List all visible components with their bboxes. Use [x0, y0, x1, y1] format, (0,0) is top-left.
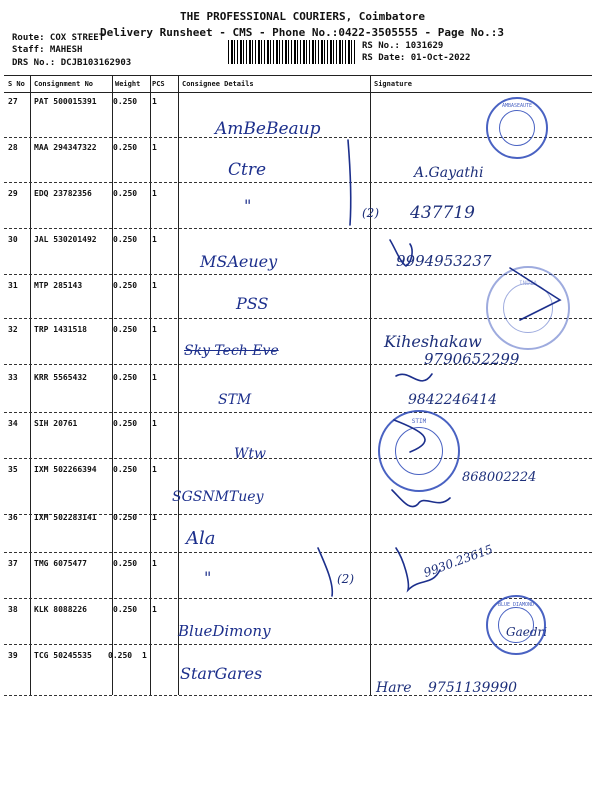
- row-consignment: MTP 285143: [34, 281, 83, 290]
- row-consignment: IXM 502283141: [34, 513, 97, 522]
- signature-phone: 437719: [410, 203, 475, 223]
- row-weight: 0.250: [113, 419, 138, 428]
- row-consignee: Sky Tech Eve: [184, 343, 279, 359]
- row-consignment: TRP 1431518: [34, 325, 87, 334]
- row-weight: 0.250: [113, 97, 138, 106]
- row-consignment: TCG 50245535: [34, 651, 92, 660]
- signature-phone: 868002224: [462, 470, 537, 485]
- document-subtitle: Delivery Runsheet - CMS - Phone No.:0422-3505555 - Page No.:3: [100, 26, 504, 39]
- column-header-weight: Weight: [115, 80, 141, 88]
- row-weight: 0.250: [113, 373, 138, 382]
- signature-scribble: [394, 420, 425, 452]
- row-sno: 34: [8, 419, 18, 428]
- signature-scribble: [510, 268, 560, 320]
- row-consignment: TMG 6075477: [34, 559, 87, 568]
- column-header-pcs: PCS: [152, 80, 165, 88]
- row-weight: 0.250: [113, 325, 138, 334]
- row-consignee: MSAeuey: [200, 252, 278, 271]
- row-sno: 35: [8, 465, 18, 474]
- row-weight: 0.250: [108, 651, 133, 660]
- row-consignee: ": [244, 196, 252, 215]
- row-consignee: ": [204, 568, 212, 587]
- signature-scribble: [396, 548, 440, 590]
- row-pcs: 1: [152, 281, 157, 290]
- row-weight: 0.250: [113, 513, 138, 522]
- row-consignee: BlueDimony: [178, 622, 271, 640]
- row-consignment: EDQ 23782356: [34, 189, 92, 198]
- company-stamp: INDIA: [486, 266, 570, 350]
- row-sno: 29: [8, 189, 18, 198]
- row-sno: 32: [8, 325, 18, 334]
- column-header-consignee: Consignee Details: [182, 80, 254, 88]
- row-weight: 0.250: [113, 189, 138, 198]
- signature-phone: 9790652299: [424, 350, 520, 368]
- row-weight: 0.250: [113, 235, 138, 244]
- row-pcs: 1: [152, 513, 157, 522]
- rs-date-field: RS Date: 01-Oct-2022: [362, 53, 471, 63]
- signature-scribble: [392, 490, 450, 507]
- signature-scribble: [396, 374, 432, 381]
- signature-phone: 9930.23615: [421, 542, 495, 580]
- signature-mark: (2): [362, 206, 379, 220]
- row-sno: 30: [8, 235, 18, 244]
- row-weight: 0.250: [113, 143, 138, 152]
- signature-scribble: [348, 140, 351, 225]
- signature-scribble: [390, 240, 412, 266]
- company-stamp: BLUE DIAMOND: [486, 595, 546, 655]
- signature-phone: 9842246414: [408, 392, 498, 408]
- signature-text: Gaedri: [506, 625, 548, 639]
- row-pcs: 1: [152, 143, 157, 152]
- row-pcs: 1: [152, 373, 157, 382]
- column-header-consignment: Consignment No: [34, 80, 94, 88]
- row-consignee: PSS: [236, 294, 269, 313]
- row-sno: 39: [8, 651, 18, 660]
- row-sno: 36: [8, 513, 18, 522]
- row-pcs: 1: [152, 235, 157, 244]
- row-consignment: JAL 530201492: [34, 235, 97, 244]
- row-pcs: 1: [152, 325, 157, 334]
- row-pcs: 1: [152, 559, 157, 568]
- row-consignment: SIH 20761: [34, 419, 78, 428]
- rs-number-field: RS No.: 1031629: [362, 41, 444, 51]
- row-consignment: PAT 500015391: [34, 97, 97, 106]
- row-weight: 0.250: [113, 605, 138, 614]
- row-sno: 28: [8, 143, 18, 152]
- signature-text: A.Gayathi: [414, 165, 484, 181]
- row-weight: 0.250: [113, 281, 138, 290]
- row-sno: 33: [8, 373, 18, 382]
- signature-text: Hare: [376, 680, 412, 696]
- row-pcs: 1: [142, 651, 147, 660]
- row-consignee: STM: [218, 392, 252, 408]
- row-consignment: MAA 294347322: [34, 143, 97, 152]
- row-sno: 27: [8, 97, 18, 106]
- row-weight: 0.250: [113, 465, 138, 474]
- route-field: Route: COX STREET: [12, 33, 105, 43]
- row-pcs: 1: [152, 419, 157, 428]
- row-consignee: AmBeBeaup: [215, 119, 321, 139]
- row-weight: 0.250: [113, 559, 138, 568]
- column-header-sno: S No: [8, 80, 25, 88]
- signature-phone: 9994953237: [396, 252, 492, 270]
- row-pcs: 1: [152, 465, 157, 474]
- drs-number-field: DRS No.: DCJB103162903: [12, 58, 132, 68]
- row-consignment: IXM 502266394: [34, 465, 97, 474]
- signature-mark: (2): [337, 572, 354, 586]
- row-consignee: SGSNMTuey: [172, 489, 264, 505]
- column-header-signature: Signature: [374, 80, 412, 88]
- signature-scribble: [318, 548, 332, 596]
- row-consignment: KLK 8088226: [34, 605, 87, 614]
- company-stamp: AMBASEAUTE: [486, 97, 548, 159]
- staff-field: Staff: MAHESH: [12, 45, 83, 55]
- signature-phone: 9751139990: [428, 680, 518, 696]
- row-consignment: KRR 5565432: [34, 373, 87, 382]
- row-sno: 37: [8, 559, 18, 568]
- row-consignee: StarGares: [180, 664, 263, 683]
- row-consignee: Wtw: [234, 446, 266, 462]
- document-title: THE PROFESSIONAL COURIERS, Coimbatore: [180, 10, 426, 23]
- row-consignee: Ala: [186, 528, 216, 549]
- row-pcs: 1: [152, 97, 157, 106]
- row-sno: 38: [8, 605, 18, 614]
- row-pcs: 1: [152, 189, 157, 198]
- row-sno: 31: [8, 281, 18, 290]
- signature-text: Kiheshakaw: [384, 332, 482, 351]
- row-pcs: 1: [152, 605, 157, 614]
- company-stamp: STIM: [378, 410, 460, 492]
- row-consignee: Ctre: [228, 160, 267, 180]
